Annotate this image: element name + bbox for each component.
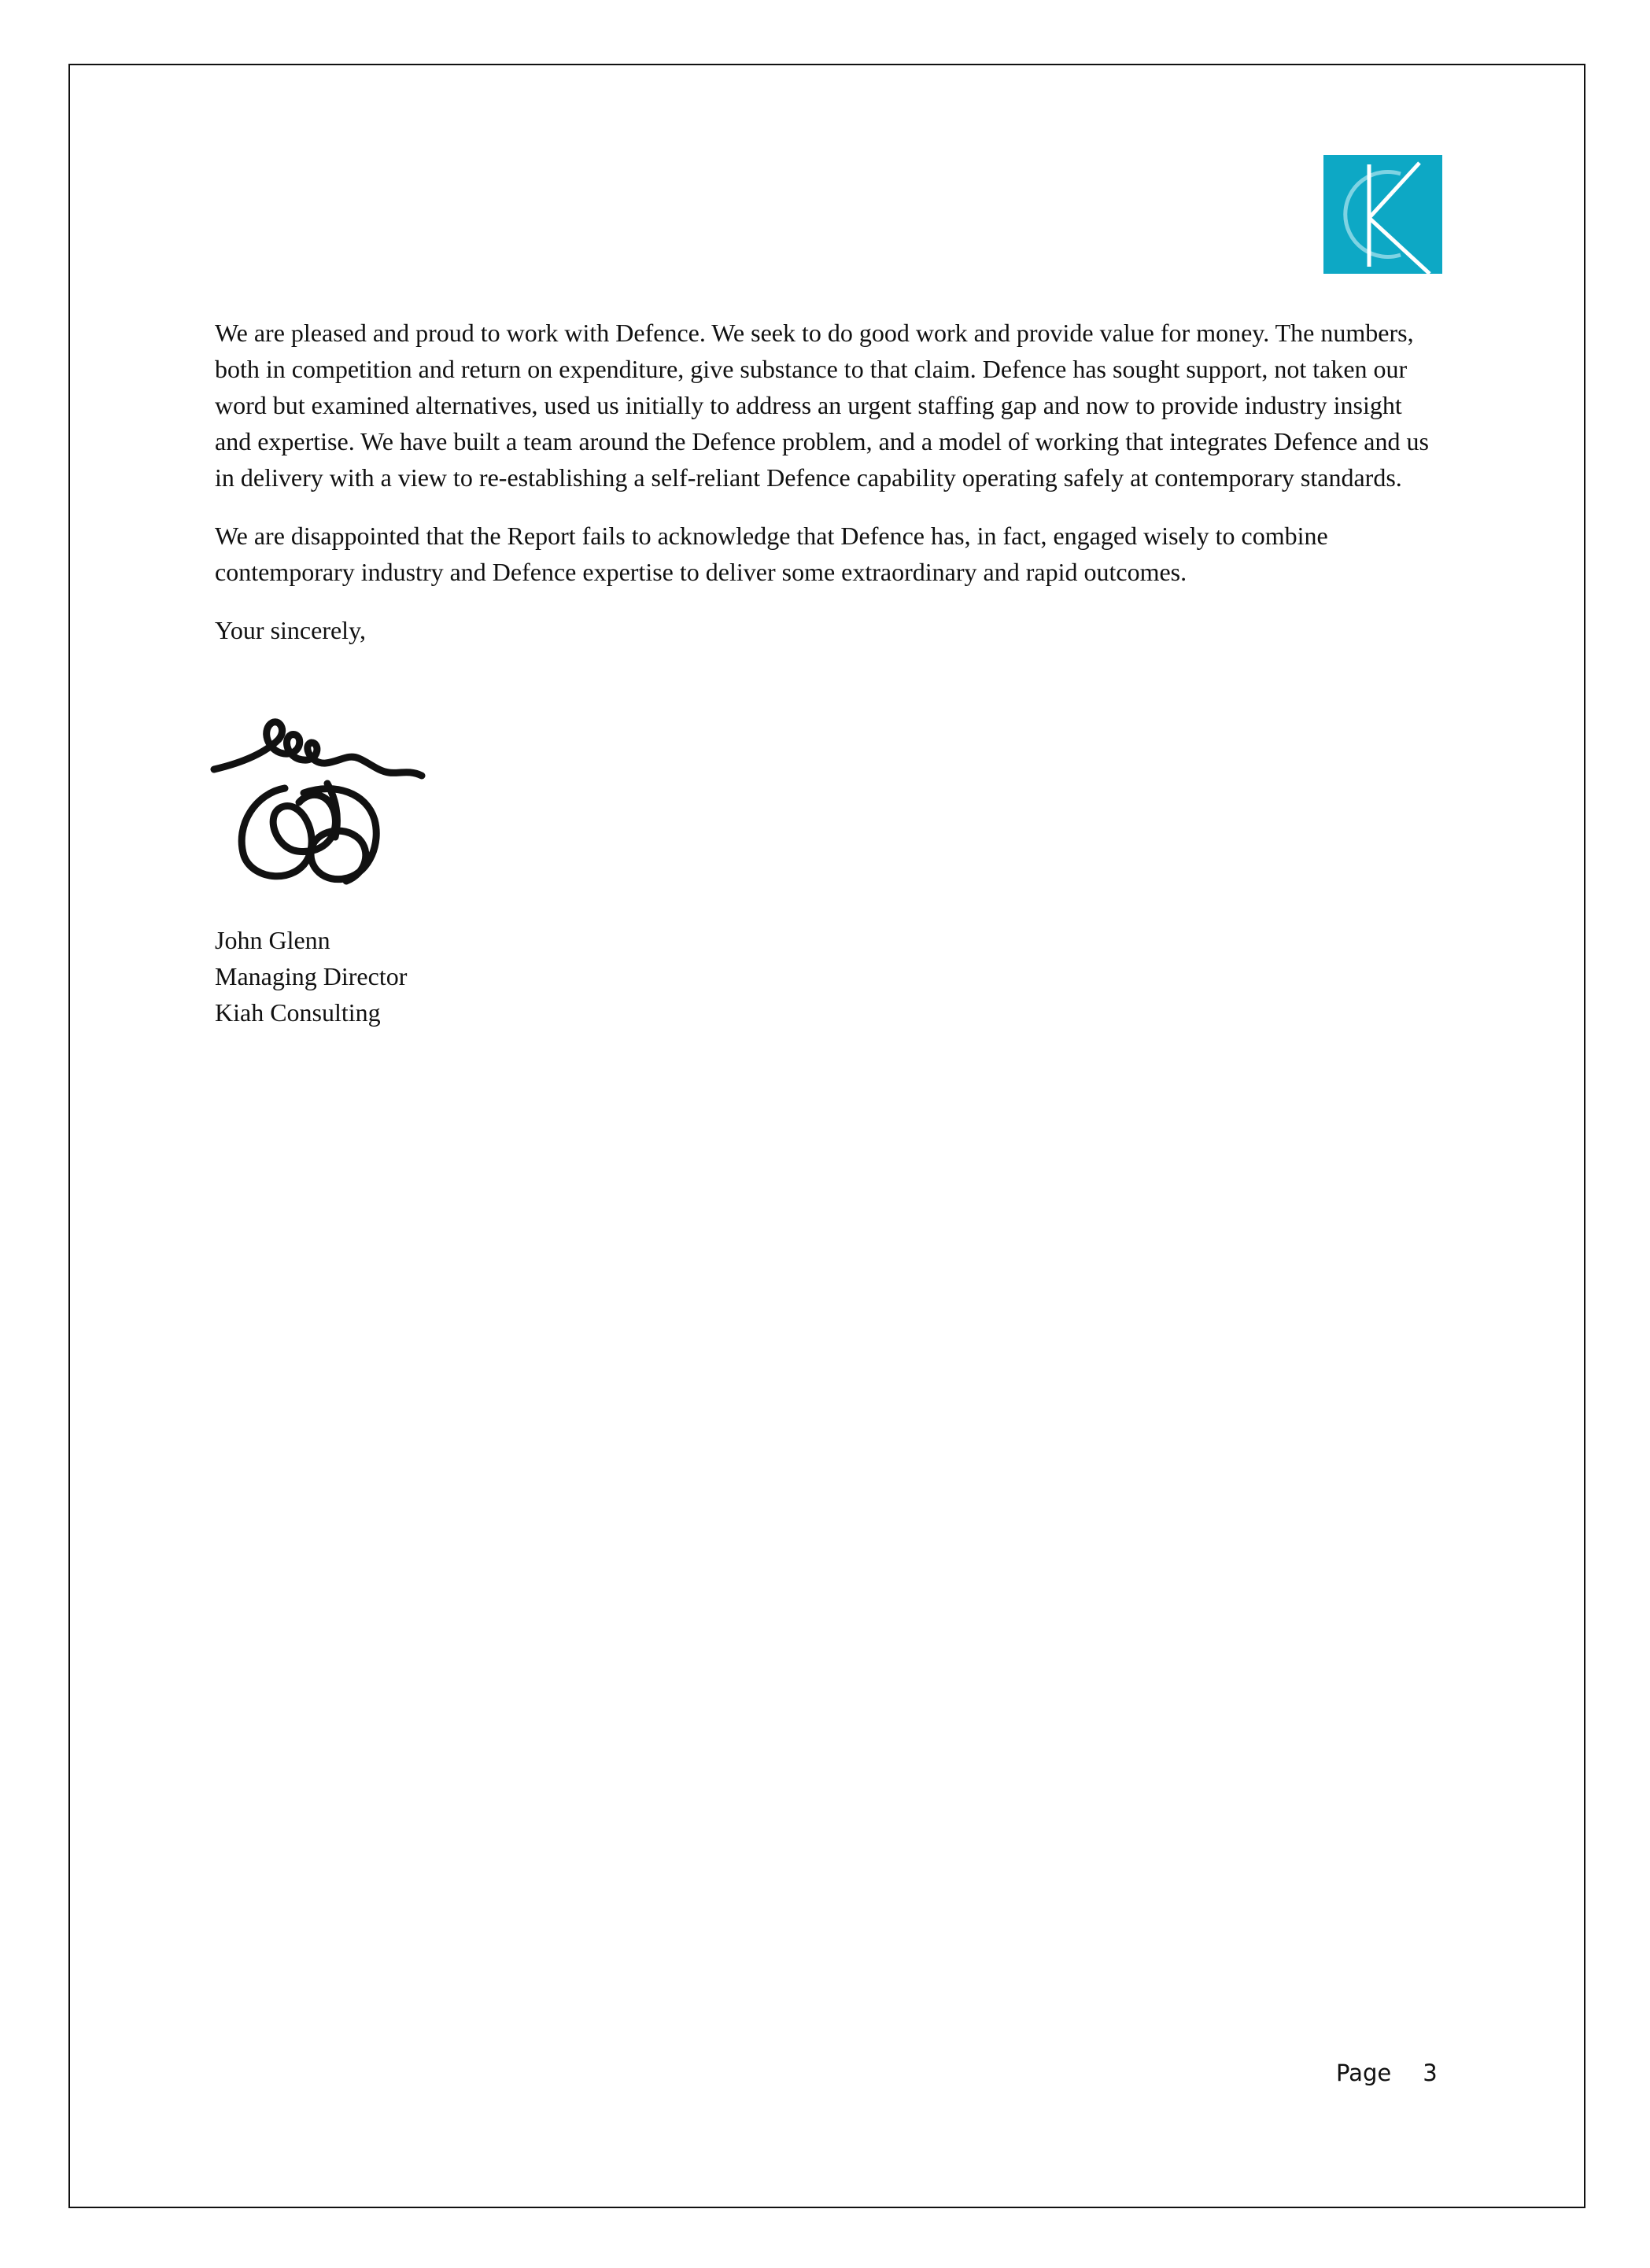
signatory-name: John Glenn — [215, 926, 330, 954]
letter-body — [215, 315, 1442, 648]
company-logo — [1323, 155, 1442, 274]
letter-closing: Your sincerely, — [215, 616, 366, 644]
ck-monogram-logo-icon — [1323, 155, 1442, 274]
page-footer — [1336, 2060, 1438, 2086]
letter-paragraph: We are disappointed that the Report fails to acknowledge that Defence has, in fact, engaged wisely to combine contemporary industry and Defence expertise to deliver some extraordinary and rapid outcomes. — [215, 522, 1328, 586]
letter-paragraph: We are pleased and proud to work with Defence. We seek to do good work and provide value for money. The numbers, both in competition and return on expenditure, give substance to that claim. Defence has sought support, not taken our word but examined alternatives, used us initially to address an urgent staffing gap and now to provide industry insight and expertise. We have built a team around the Defence problem, and a model of working that integrates Defence and us in delivery with a view to re-establishing a self-reliant Defence capability operating safely at contemporary standards. — [215, 319, 1429, 492]
signature-block — [215, 922, 407, 1031]
handwritten-signature-icon — [209, 706, 431, 895]
signatory-title: Managing Director — [215, 962, 408, 990]
page-number: 3 — [1423, 2060, 1438, 2086]
signatory-company: Kiah Consulting — [215, 998, 381, 1027]
signature — [209, 706, 431, 895]
page-label: Page — [1336, 2060, 1392, 2086]
